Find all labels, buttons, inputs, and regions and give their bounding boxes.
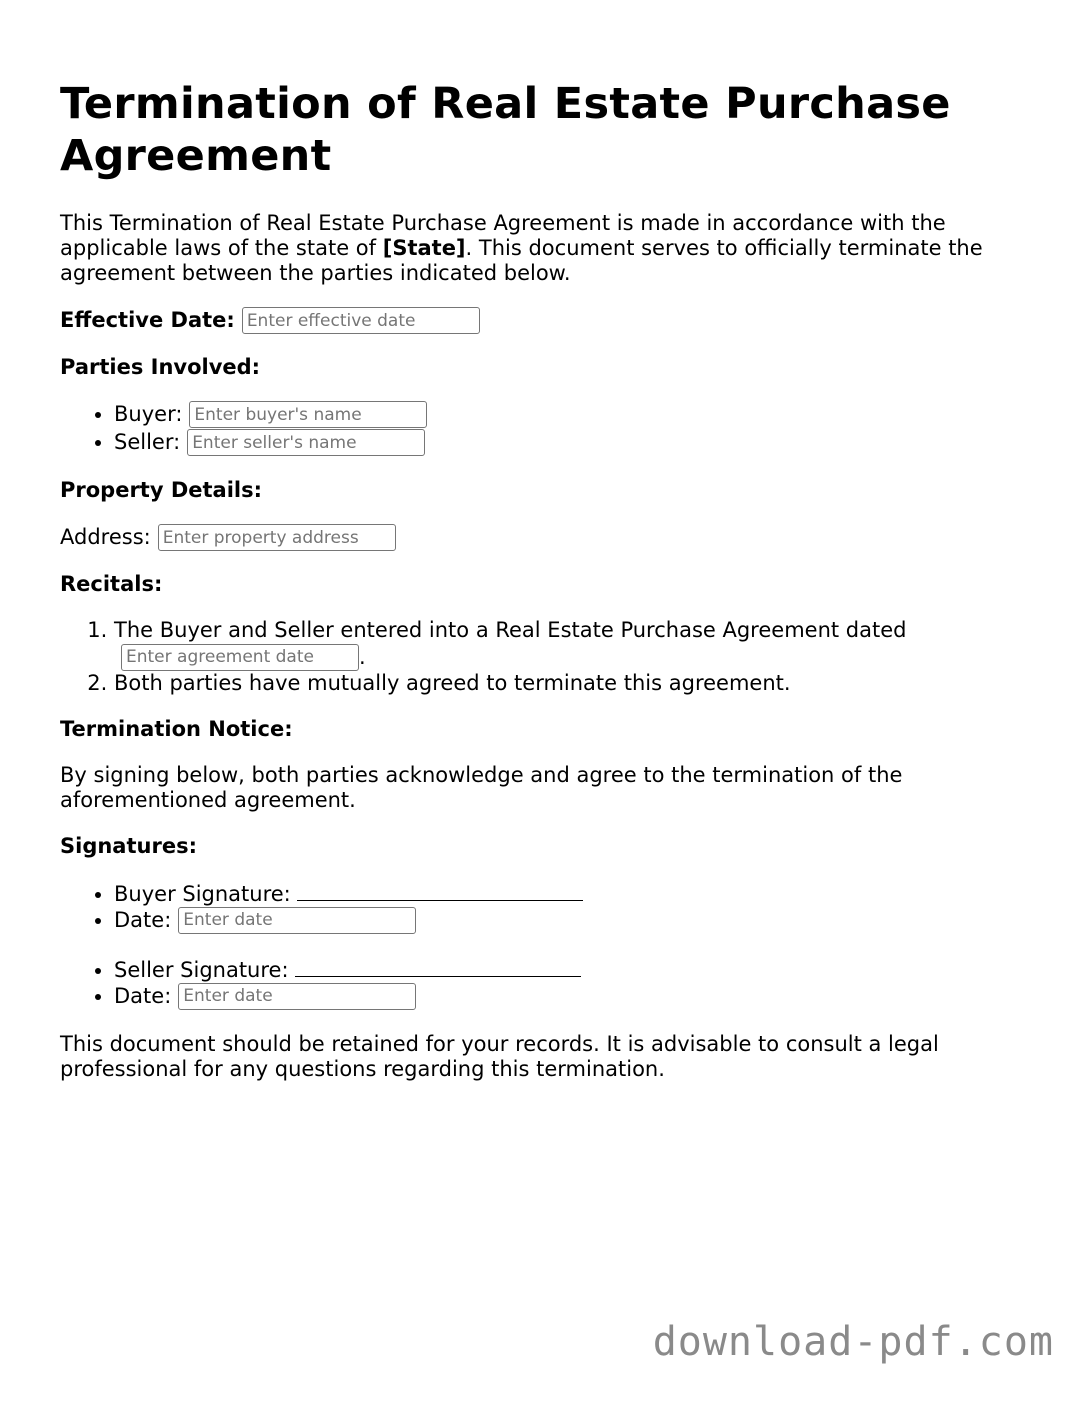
address-row [60, 524, 1020, 551]
buyer-label: • Buyer: [114, 402, 183, 426]
buyer-signature-line[interactable] [297, 880, 583, 901]
recital-1-text: The Buyer and Seller entered into a Real Estate Purchase Agreement dated [114, 618, 907, 642]
seller-date-label: • Date: [114, 983, 172, 1008]
recital-item-2: 2. Both parties have mutually agreed to terminate this agreement. [114, 671, 1020, 696]
seller-date-input[interactable] [178, 983, 416, 1010]
property-heading: Property Details: [60, 478, 263, 502]
signatures-heading: Signatures: [60, 833, 197, 858]
buyer-item [114, 401, 1020, 429]
effective-date-label: Effective Date: [60, 308, 235, 332]
termination-notice-text: By signing below, both parties acknowledge and agree to the termination of the aforementioned agreement. [60, 762, 903, 812]
buyer-date-input[interactable] [178, 907, 416, 934]
document-title: Termination of Real Estate Purchase Agreement [60, 79, 951, 181]
parties-list [60, 401, 1020, 457]
seller-label: • Seller: [114, 430, 181, 454]
document-page [60, 72, 1020, 1103]
buyer-date-item [114, 907, 1020, 935]
seller-signature-line[interactable] [295, 956, 581, 977]
seller-name-input[interactable] [187, 429, 425, 456]
buyer-date-label: • Date: [114, 907, 172, 932]
seller-date-item [114, 983, 1020, 1011]
agreement-date-input[interactable] [121, 644, 359, 671]
property-address-input[interactable] [158, 524, 396, 551]
closing-paragraph: This document should be retained for your records. It is advisable to consult a legal professional for any questions regarding this termination. [60, 1031, 939, 1081]
intro-paragraph [60, 211, 1020, 286]
seller-signature-item [114, 956, 1020, 983]
buyer-name-input[interactable] [189, 401, 427, 428]
seller-signature-list [60, 956, 1020, 1011]
state-placeholder: [State] [382, 236, 466, 260]
termination-notice-heading: Termination Notice: [60, 716, 293, 741]
recital-item-1 [114, 618, 1020, 671]
recitals-heading: Recitals: [60, 572, 163, 596]
effective-date-input[interactable] [242, 307, 480, 334]
buyer-signature-list [60, 880, 1020, 935]
watermark: download-pdf.com [652, 1319, 1054, 1365]
effective-date-row [60, 307, 1020, 334]
buyer-signature-item [114, 880, 1020, 907]
intro-text-start: This Termination of Real Estate Purchase Agreement is made in accordance with the applicable laws of the state of [60, 211, 946, 260]
seller-item [114, 429, 1020, 457]
intro-text-end: . This document serves to officially terminate the agreement between the parties indicated below. [60, 236, 983, 285]
buyer-signature-label: Buyer Signature: [114, 881, 291, 906]
recitals-list [60, 618, 1020, 696]
parties-heading: Parties Involved: [60, 355, 261, 379]
address-label: Address: [60, 525, 151, 549]
recital-1-suffix: . [359, 644, 366, 669]
seller-signature-label: Seller Signature: [114, 957, 289, 982]
